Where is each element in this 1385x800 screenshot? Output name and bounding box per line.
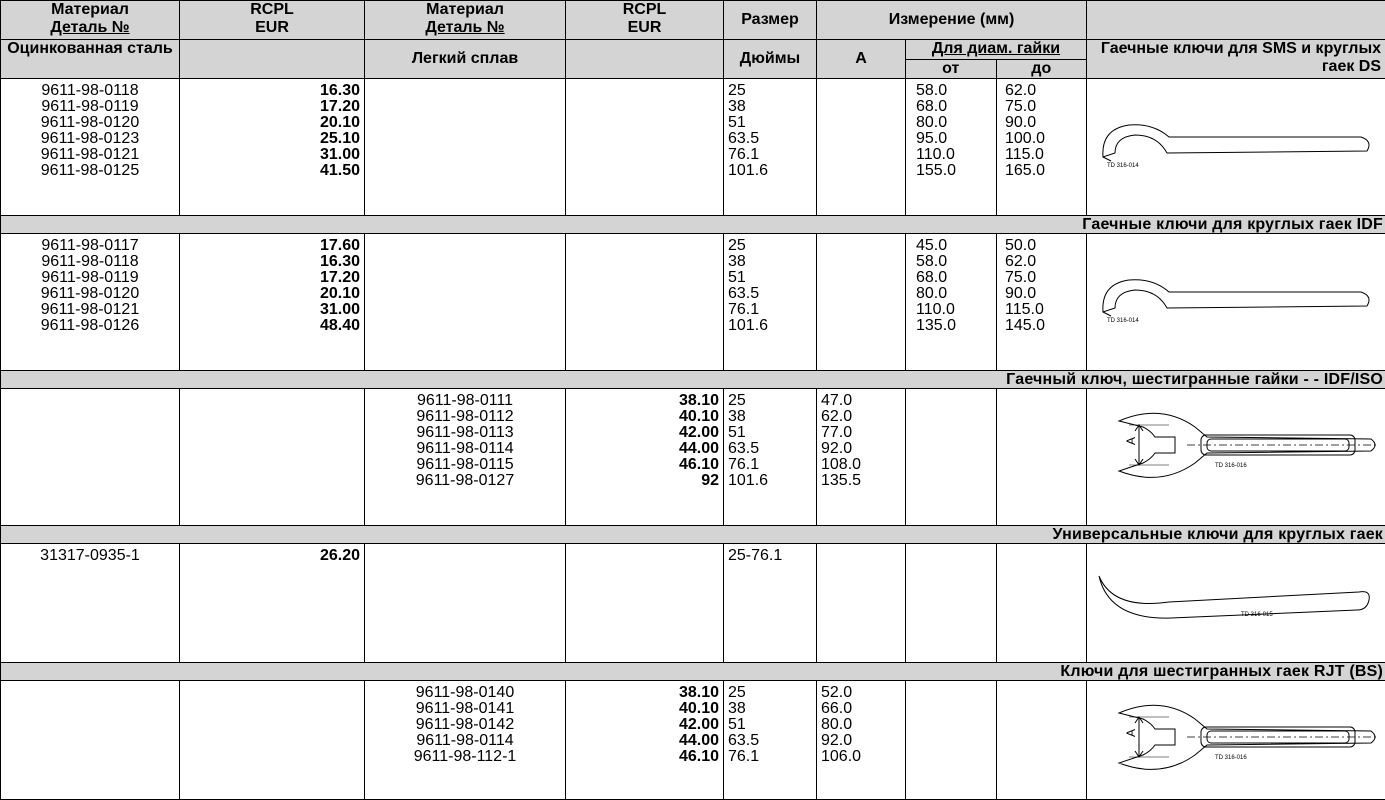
price-value: 17.60 bbox=[184, 238, 360, 254]
size-inches-value: 38 bbox=[728, 99, 812, 115]
dimension-a-value: 80.0 bbox=[821, 717, 901, 733]
nut-diam-to bbox=[997, 544, 1087, 663]
nut-diam-from-value: 80.0 bbox=[916, 286, 992, 302]
part-number-value: 31317-0935-1 bbox=[5, 548, 175, 564]
size-inches-value: 76.1 bbox=[728, 457, 812, 473]
size-inches bbox=[724, 681, 817, 800]
price-alloy bbox=[566, 389, 724, 526]
dimension-a bbox=[817, 681, 906, 800]
price-value: 31.00 bbox=[184, 302, 360, 318]
part-number bbox=[1, 544, 180, 663]
price bbox=[180, 544, 365, 663]
part-number-value: 9611-98-0125 bbox=[5, 163, 175, 179]
nut-diam-to-value: 75.0 bbox=[1005, 99, 1082, 115]
nut-diam-from-value: 58.0 bbox=[916, 83, 992, 99]
price-alloy-value: 46.10 bbox=[570, 457, 719, 473]
part-number-alloy-value: 9611-98-112-1 bbox=[369, 749, 561, 765]
price-value: 16.30 bbox=[184, 254, 360, 270]
part-number-alloy bbox=[365, 79, 566, 216]
part-number-alloy bbox=[365, 544, 566, 663]
drawing-label: TD 316-015 bbox=[1241, 612, 1273, 618]
size-inches-value: 101.6 bbox=[728, 163, 812, 179]
size-inches-value: 76.1 bbox=[728, 302, 812, 318]
price bbox=[180, 389, 365, 526]
size-inches-value: 38 bbox=[728, 254, 812, 270]
size-inches bbox=[724, 389, 817, 526]
nut-diam-to-value: 90.0 bbox=[1005, 286, 1082, 302]
price-alloy bbox=[566, 79, 724, 216]
nut-diam-from bbox=[906, 681, 997, 800]
wrench-drawing bbox=[1091, 685, 1381, 795]
section-header-row bbox=[1, 526, 1385, 544]
nut-diam-to-value: 115.0 bbox=[1005, 302, 1082, 318]
size-inches bbox=[724, 544, 817, 663]
a-label: A bbox=[817, 40, 906, 79]
size-inches-value: 63.5 bbox=[728, 441, 812, 457]
drawing-cell bbox=[1087, 389, 1385, 526]
size-inches-value: 63.5 bbox=[728, 286, 812, 302]
part-number-alloy-value: 9611-98-0112 bbox=[369, 409, 561, 425]
drawing-label: TD 316-016 bbox=[1215, 463, 1247, 469]
nut-diam-from-value: 58.0 bbox=[916, 254, 992, 270]
nut-diam-to-value: 50.0 bbox=[1005, 238, 1082, 254]
section-title: Ключи для шестигранных гаек RJT (BS) bbox=[1, 663, 1385, 681]
part-number-value: 9611-98-0120 bbox=[5, 115, 175, 131]
part-number-value: 9611-98-0121 bbox=[5, 147, 175, 163]
section-data-row bbox=[1, 79, 1385, 216]
size-inches-value: 76.1 bbox=[728, 749, 812, 765]
part-number bbox=[1, 79, 180, 216]
dimension-a-label: A bbox=[1124, 729, 1138, 737]
price-alloy bbox=[566, 544, 724, 663]
size-inches-value: 101.6 bbox=[728, 318, 812, 334]
size-inches-value: 51 bbox=[728, 270, 812, 286]
part-number-value: 9611-98-0126 bbox=[5, 318, 175, 334]
price-alloy-value: 40.10 bbox=[570, 409, 719, 425]
drawing-cell bbox=[1087, 79, 1385, 216]
nut-diam-to-value: 62.0 bbox=[1005, 254, 1082, 270]
size-inches-value: 76.1 bbox=[728, 147, 812, 163]
price-alloy-value: 44.00 bbox=[570, 733, 719, 749]
col-price-header: RCPL EUR bbox=[180, 1, 365, 40]
price-alloy-value: 40.10 bbox=[570, 701, 719, 717]
dimension-a bbox=[817, 389, 906, 526]
nut-diam-to-value: 115.0 bbox=[1005, 147, 1082, 163]
dimension-a-value: 62.0 bbox=[821, 409, 901, 425]
nut-diam-from-value: 110.0 bbox=[916, 147, 992, 163]
size-inches-value: 25 bbox=[728, 238, 812, 254]
part-number-value: 9611-98-0120 bbox=[5, 286, 175, 302]
nut-diam-from bbox=[906, 389, 997, 526]
price-alloy-value: 38.10 bbox=[570, 393, 719, 409]
part-number-alloy-value: 9611-98-0140 bbox=[369, 685, 561, 701]
price-alloy-value: 42.00 bbox=[570, 717, 719, 733]
nut-diam-from-value: 80.0 bbox=[916, 115, 992, 131]
material1-label: Оцинкованная сталь bbox=[1, 40, 180, 79]
part-number-value: 9611-98-0118 bbox=[5, 83, 175, 99]
part-number-alloy-value: 9611-98-0115 bbox=[369, 457, 561, 473]
size-inches-value: 25 bbox=[728, 83, 812, 99]
part-number-alloy bbox=[365, 681, 566, 800]
price bbox=[180, 234, 365, 371]
size-inches bbox=[724, 79, 817, 216]
dimension-a-value: 135.5 bbox=[821, 473, 901, 489]
drawing-cell bbox=[1087, 234, 1385, 371]
part-number-alloy-value: 9611-98-0141 bbox=[369, 701, 561, 717]
nut-diam-to bbox=[997, 234, 1087, 371]
section-data-row bbox=[1, 389, 1385, 526]
nut-diam-to bbox=[997, 681, 1087, 800]
material2-label: Легкий сплав bbox=[365, 40, 566, 79]
header-row-2 bbox=[1, 40, 1385, 79]
dimension-a bbox=[817, 234, 906, 371]
part-number-alloy-value: 9611-98-0142 bbox=[369, 717, 561, 733]
wrench-drawing bbox=[1091, 393, 1381, 503]
size-inches-value: 51 bbox=[728, 115, 812, 131]
price-value: 16.30 bbox=[184, 83, 360, 99]
nut-diam-from-value: 68.0 bbox=[916, 270, 992, 286]
nut-diam-from bbox=[906, 234, 997, 371]
nut-diam-to-value: 145.0 bbox=[1005, 318, 1082, 334]
from-label: от bbox=[906, 60, 997, 78]
part-number bbox=[1, 389, 180, 526]
drawing-cell bbox=[1087, 681, 1385, 800]
size-inches-value: 25-76.1 bbox=[728, 548, 812, 564]
size-inches-value: 38 bbox=[728, 409, 812, 425]
price-alloy-value: 44.00 bbox=[570, 441, 719, 457]
empty-cell bbox=[566, 40, 724, 79]
wrench-drawing bbox=[1091, 548, 1381, 658]
price-alloy-value: 46.10 bbox=[570, 749, 719, 765]
section-data-row bbox=[1, 234, 1385, 371]
col-material-header: Материал Деталь № bbox=[1, 1, 180, 40]
price-value: 41.50 bbox=[184, 163, 360, 179]
nut-diam-to-value: 62.0 bbox=[1005, 83, 1082, 99]
part-number-alloy-value: 9611-98-0114 bbox=[369, 441, 561, 457]
col-measure-header: Измерение (мм) bbox=[817, 1, 1087, 40]
col-price2-header: RCPL EUR bbox=[566, 1, 724, 40]
price bbox=[180, 681, 365, 800]
section-data-row bbox=[1, 681, 1385, 800]
price bbox=[180, 79, 365, 216]
nut-diam-to bbox=[997, 389, 1087, 526]
dimension-a-value: 66.0 bbox=[821, 701, 901, 717]
dimension-a-value: 108.0 bbox=[821, 457, 901, 473]
nut-diam-to-value: 100.0 bbox=[1005, 131, 1082, 147]
size-inches-value: 51 bbox=[728, 425, 812, 441]
price-value: 20.10 bbox=[184, 286, 360, 302]
size-inches bbox=[724, 234, 817, 371]
dimension-a-value: 47.0 bbox=[821, 393, 901, 409]
nut-diam-from-value: 135.0 bbox=[916, 318, 992, 334]
price-value: 17.20 bbox=[184, 99, 360, 115]
nut-diam-to-value: 75.0 bbox=[1005, 270, 1082, 286]
nut-diam-to-value: 90.0 bbox=[1005, 115, 1082, 131]
header-row-1 bbox=[1, 1, 1385, 40]
dimension-a bbox=[817, 544, 906, 663]
drawing-label: TD 316-016 bbox=[1215, 755, 1247, 761]
section-header-row bbox=[1, 663, 1385, 681]
wrench-drawing bbox=[1091, 83, 1381, 193]
nut-diam-from-value: 45.0 bbox=[916, 238, 992, 254]
part-number-value: 9611-98-0119 bbox=[5, 270, 175, 286]
price-alloy-value: 42.00 bbox=[570, 425, 719, 441]
nut-diam-from bbox=[906, 544, 997, 663]
nut-diam-from bbox=[906, 79, 997, 216]
price-alloy bbox=[566, 234, 724, 371]
nut-diam-label: Для диам. гайки bbox=[906, 40, 1086, 60]
part-number-alloy-value: 9611-98-0111 bbox=[369, 393, 561, 409]
col-material2-header: Материал Деталь № bbox=[365, 1, 566, 40]
nut-diam-to-value: 165.0 bbox=[1005, 163, 1082, 179]
nut-diam-from-value: 68.0 bbox=[916, 99, 992, 115]
nut-diam-from-value: 110.0 bbox=[916, 302, 992, 318]
col-size-header: Размер bbox=[724, 1, 817, 40]
size-inches-value: 25 bbox=[728, 393, 812, 409]
dimension-a-label: A bbox=[1124, 437, 1138, 445]
part-number bbox=[1, 234, 180, 371]
inches-label: Дюймы bbox=[724, 40, 817, 79]
price-alloy-value: 92 bbox=[570, 473, 719, 489]
nut-diam-from-value: 95.0 bbox=[916, 131, 992, 147]
part-number-alloy bbox=[365, 389, 566, 526]
price-alloy-value: 38.10 bbox=[570, 685, 719, 701]
part-number-alloy bbox=[365, 234, 566, 371]
section-title: Гаечные ключи для круглых гаек IDF bbox=[1, 216, 1385, 234]
price-value: 17.20 bbox=[184, 270, 360, 286]
part-number-value: 9611-98-0118 bbox=[5, 254, 175, 270]
size-inches-value: 38 bbox=[728, 701, 812, 717]
size-inches-value: 25 bbox=[728, 685, 812, 701]
part-number-value: 9611-98-0123 bbox=[5, 131, 175, 147]
nut-diam-from-value: 155.0 bbox=[916, 163, 992, 179]
price-value: 26.20 bbox=[184, 548, 360, 564]
drawing-cell bbox=[1087, 544, 1385, 663]
size-inches-value: 51 bbox=[728, 717, 812, 733]
dimension-a-value: 77.0 bbox=[821, 425, 901, 441]
section-title: Гаечный ключ, шестигранные гайки - - IDF/ISO bbox=[1, 371, 1385, 389]
size-inches-value: 101.6 bbox=[728, 473, 812, 489]
size-inches-value: 63.5 bbox=[728, 733, 812, 749]
section-title: Универсальные ключи для круглых гаек bbox=[1, 526, 1385, 544]
dimension-a-value: 106.0 bbox=[821, 749, 901, 765]
part-number-value: 9611-98-0119 bbox=[5, 99, 175, 115]
part-number-value: 9611-98-0121 bbox=[5, 302, 175, 318]
price-value: 20.10 bbox=[184, 115, 360, 131]
drawing-label: TD 316-014 bbox=[1107, 163, 1139, 169]
to-label: до bbox=[997, 60, 1087, 78]
section-header-row bbox=[1, 371, 1385, 389]
part-number bbox=[1, 681, 180, 800]
dimension-a-value: 52.0 bbox=[821, 685, 901, 701]
drawing-label: TD 316-014 bbox=[1107, 318, 1139, 324]
dimension-a bbox=[817, 79, 906, 216]
part-number-alloy-value: 9611-98-0127 bbox=[369, 473, 561, 489]
nut-diam-to bbox=[997, 79, 1087, 216]
price-alloy bbox=[566, 681, 724, 800]
part-number-alloy-value: 9611-98-0114 bbox=[369, 733, 561, 749]
col-image-header bbox=[1087, 1, 1385, 40]
nut-diam-header bbox=[906, 40, 1087, 79]
part-number-value: 9611-98-0117 bbox=[5, 238, 175, 254]
section-header-row bbox=[1, 216, 1385, 234]
price-value: 25.10 bbox=[184, 131, 360, 147]
empty-cell bbox=[180, 40, 365, 79]
wrench-drawing bbox=[1091, 238, 1381, 348]
price-value: 31.00 bbox=[184, 147, 360, 163]
size-inches-value: 63.5 bbox=[728, 131, 812, 147]
dimension-a-value: 92.0 bbox=[821, 441, 901, 457]
dimension-a-value: 92.0 bbox=[821, 733, 901, 749]
section1-title: Гаечные ключи для SMS и круглых гаек DS bbox=[1087, 40, 1385, 79]
part-number-alloy-value: 9611-98-0113 bbox=[369, 425, 561, 441]
section-data-row bbox=[1, 544, 1385, 663]
price-value: 48.40 bbox=[184, 318, 360, 334]
